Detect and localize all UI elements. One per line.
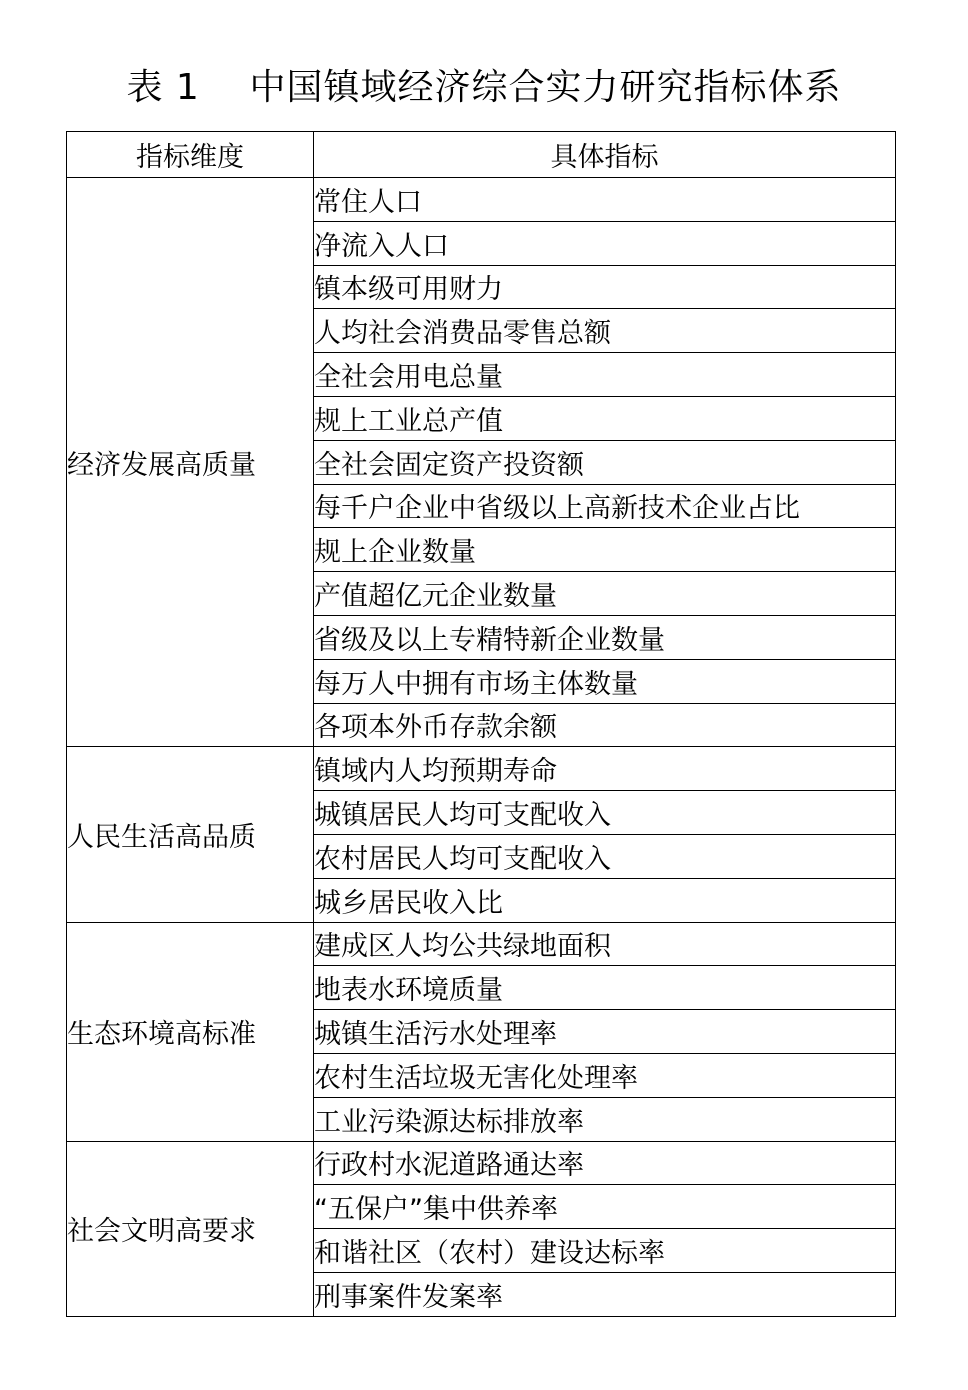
indicator-cell: 城乡居民收入比 (314, 878, 896, 922)
table-body (67, 178, 896, 1317)
indicator-cell: 刑事案件发案率 (314, 1272, 896, 1316)
indicator-cell: 全社会用电总量 (314, 353, 896, 397)
indicator-cell: 行政村水泥道路通达率 (314, 1141, 896, 1185)
indicator-cell: 地表水环境质量 (314, 966, 896, 1010)
dimension-cell: 经济发展高质量 (67, 178, 314, 747)
table-title: 表 1 中国镇域经济综合实力研究指标体系 (126, 67, 842, 108)
indicator-cell: 净流入人口 (314, 221, 896, 265)
indicator-cell: 人均社会消费品零售总额 (314, 309, 896, 353)
indicator-cell: 全社会固定资产投资额 (314, 440, 896, 484)
indicator-cell: 工业污染源达标排放率 (314, 1097, 896, 1141)
table-row (67, 1141, 896, 1185)
indicator-cell: 每千户企业中省级以上高新技术企业占比 (314, 484, 896, 528)
indicator-cell: 农村居民人均可支配收入 (314, 834, 896, 878)
indicator-cell: 和谐社区（农村）建设达标率 (314, 1229, 896, 1273)
indicator-cell: 规上工业总产值 (314, 396, 896, 440)
indicator-cell: 各项本外币存款余额 (314, 703, 896, 747)
indicator-cell: 建成区人均公共绿地面积 (314, 922, 896, 966)
indicator-cell: 省级及以上专精特新企业数量 (314, 615, 896, 659)
indicator-cell: 每万人中拥有市场主体数量 (314, 659, 896, 703)
indicator-table (66, 131, 896, 1317)
indicator-cell: 城镇生活污水处理率 (314, 1010, 896, 1054)
table-row (67, 178, 896, 222)
indicator-cell: 农村生活垃圾无害化处理率 (314, 1053, 896, 1097)
table-row (67, 922, 896, 966)
header-dimension: 指标维度 (67, 132, 314, 178)
indicator-cell: 常住人口 (314, 178, 896, 222)
indicator-cell: 产值超亿元企业数量 (314, 572, 896, 616)
indicator-cell: 镇本级可用财力 (314, 265, 896, 309)
indicator-cell: 城镇居民人均可支配收入 (314, 791, 896, 835)
header-indicator: 具体指标 (314, 132, 896, 178)
table-row (67, 747, 896, 791)
indicator-cell: 镇域内人均预期寿命 (314, 747, 896, 791)
header-row (67, 132, 896, 178)
dimension-cell: 社会文明高要求 (67, 1141, 314, 1316)
indicator-cell: 规上企业数量 (314, 528, 896, 572)
dimension-cell: 生态环境高标准 (67, 922, 314, 1141)
indicator-cell: “五保户”集中供养率 (314, 1185, 896, 1229)
dimension-cell: 人民生活高品质 (67, 747, 314, 922)
